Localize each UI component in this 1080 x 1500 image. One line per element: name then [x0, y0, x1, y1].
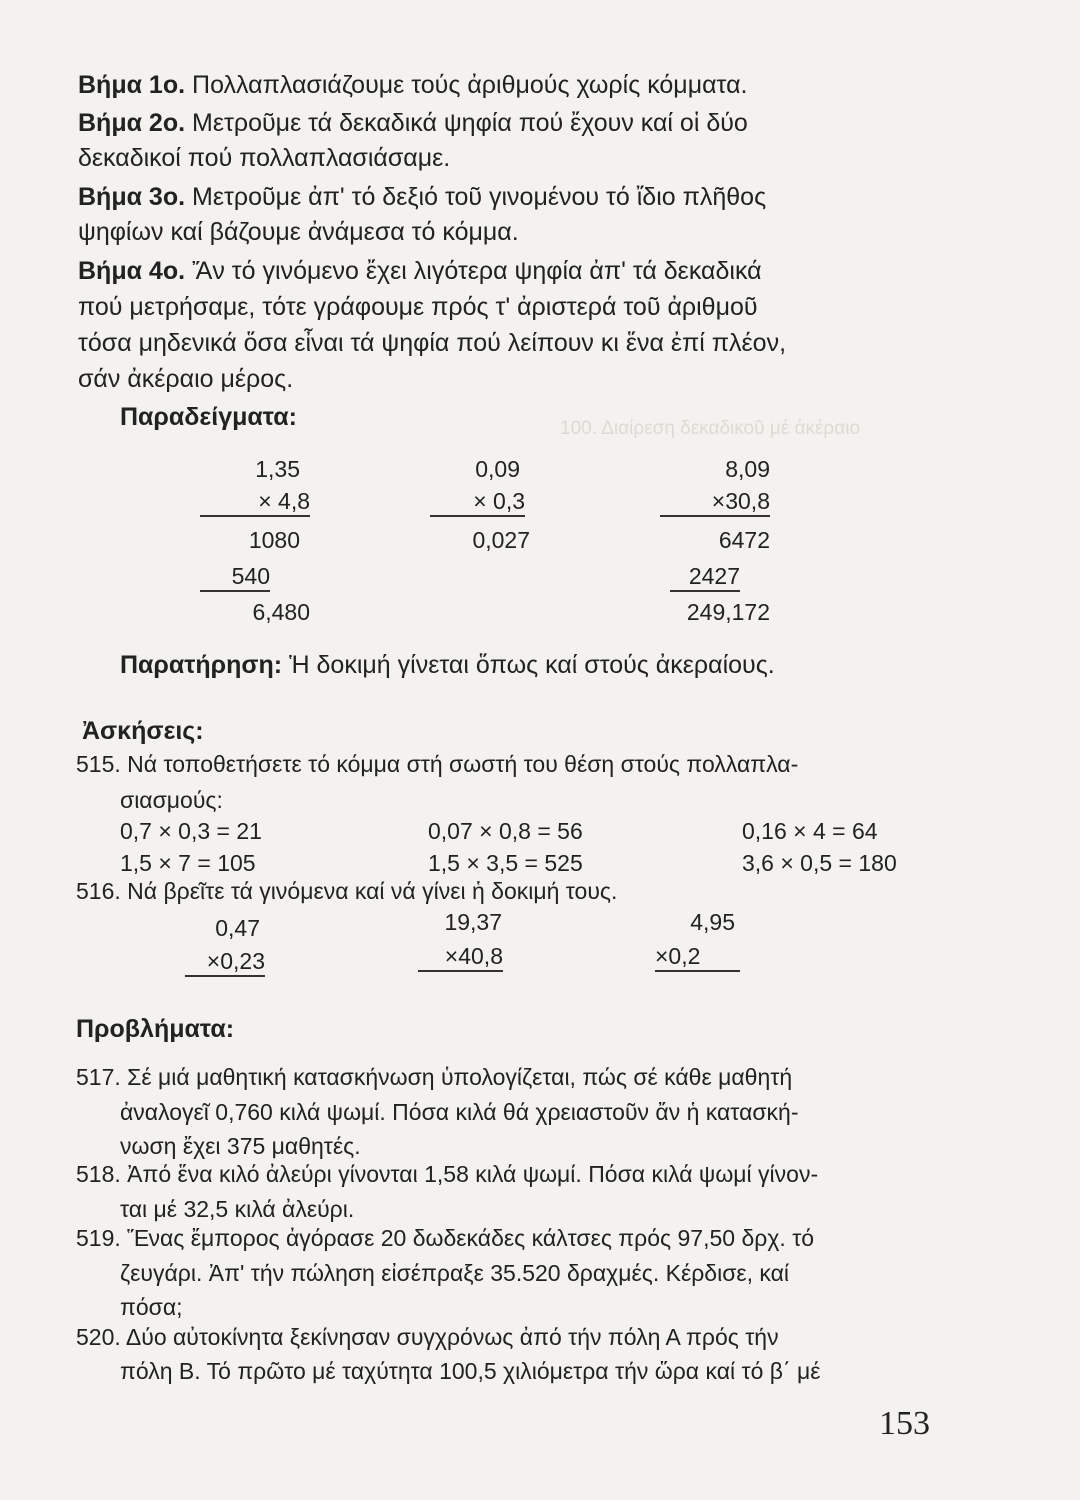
ex3-partial-2: 2427 — [670, 562, 740, 592]
ex515-item: 3,6 × 0,5 = 180 — [742, 850, 897, 876]
ex516-item-1-bottom: ×0,23 — [185, 947, 265, 977]
ex516-item-1-top: 0,47 — [215, 915, 260, 941]
ex515-item: 1,5 × 7 = 105 — [120, 850, 256, 876]
ex1-partial-1: 1080 — [248, 527, 300, 553]
step-2-line-2: δεκαδικοί πού πολλαπλασιάσαμε. — [78, 144, 451, 172]
step-4-line-2: πού μετρήσαμε, τότε γράφουμε πρός τ' ἀριστερά τοῦ ἀριθμοῦ — [78, 293, 758, 321]
ex1-partial-2: 540 — [200, 562, 270, 592]
problem-519-line-3: πόσα; — [120, 1294, 183, 1320]
ex1-result: 6,480 — [252, 599, 310, 625]
ex1-multiplicand: 1,35 — [255, 456, 300, 482]
problem-517-line-2: ἀναλογεῖ 0,760 κιλά ψωμί. Πόσα κιλά θά χρειαστοῦν ἄν ἡ κατασκή- — [120, 1099, 799, 1125]
ex516-item-2-top: 19,37 — [444, 909, 502, 935]
step-3-line-2: ψηφίων καί βάζουμε ἀνάμεσα τό κόμμα. — [78, 218, 519, 246]
problem-517: 517. Σέ μιά μαθητική κατασκήνωση ὑπολογίζεται, πώς σέ κάθε μαθητή — [76, 1064, 793, 1090]
problem-518: 518. Ἀπό ἕνα κιλό ἀλεύρι γίνονται 1,58 κιλά ψωμί. Πόσα κιλά ψωμί γίνον- — [76, 1161, 819, 1187]
ex516-item-3-top: 4,95 — [690, 909, 735, 935]
ex516-item-3-bottom: ×0,2 — [655, 942, 740, 972]
ex515-item: 1,5 × 3,5 = 525 — [428, 850, 583, 876]
examples-heading: Παραδείγματα: — [120, 403, 297, 431]
exercise-516: 516. Νά βρεῖτε τά γινόμενα καί νά γίνει ἡ δοκιμή τους. — [76, 878, 618, 904]
problem-519: 519. Ἕνας ἔμπορος ἀγόρασε 20 δωδεκάδες κάλτσες πρός 97,50 δρχ. τό — [76, 1225, 815, 1251]
ex1-multiplier: × 4,8 — [200, 487, 310, 517]
ex515-item: 0,16 × 4 = 64 — [742, 818, 878, 844]
step-1: Βήμα 1ο. Πολλαπλασιάζουμε τούς ἀριθμούς χωρίς κόμματα. — [78, 71, 748, 99]
problems-heading: Προβλήματα: — [76, 1015, 235, 1043]
ex2-result: 0,027 — [472, 527, 530, 553]
ex3-multiplicand: 8,09 — [725, 456, 770, 482]
step-4-line-3: τόσα μηδενικά ὅσα εἶναι τά ψηφία πού λείπουν κι ἕνα ἐπί πλέον, — [78, 329, 787, 357]
ex515-item: 0,7 × 0,3 = 21 — [120, 818, 262, 844]
exercises-heading: Ἀσκήσεις: — [82, 717, 204, 745]
ex516-item-2-bottom: ×40,8 — [418, 942, 503, 972]
ex2-multiplier: × 0,3 — [430, 487, 525, 517]
ex3-partial-1: 6472 — [718, 527, 770, 553]
exercise-515-line-2: σιασμούς: — [120, 787, 223, 813]
bleed-through-text: 100. Διαίρεση δεκαδικοῦ μέ ἀκέραιο — [560, 418, 861, 439]
problem-517-line-3: νωση ἔχει 375 μαθητές. — [120, 1133, 361, 1159]
exercise-515: 515. Νά τοποθετήσετε τό κόμμα στή σωστή του θέση στούς πολλαπλα- — [76, 751, 799, 777]
ex2-multiplicand: 0,09 — [475, 456, 520, 482]
problem-520-line-2: πόλη Β. Τό πρῶτο μέ ταχύτητα 100,5 χιλιόμετρα τήν ὥρα καί τό β΄ μέ — [120, 1358, 821, 1384]
step-2: Βήμα 2ο. Μετροῦμε τά δεκαδικά ψηφία πού ἔχουν καί οἱ δύο — [78, 109, 748, 137]
step-4: Βήμα 4ο. Ἄν τό γινόμενο ἔχει λιγότερα ψηφία ἀπ' τά δεκαδικά — [78, 257, 762, 285]
ex515-item: 0,07 × 0,8 = 56 — [428, 818, 583, 844]
problem-519-line-2: ζευγάρι. Ἀπ' τήν πώληση εἰσέπραξε 35.520 δραχμές. Κέρδισε, καί — [120, 1260, 790, 1286]
ex3-result: 249,172 — [686, 599, 770, 625]
problem-518-line-2: ται μέ 32,5 κιλά ἀλεύρι. — [120, 1196, 355, 1222]
step-3: Βήμα 3ο. Μετροῦμε ἀπ' τό δεξιό τοῦ γινομένου τό ἴδιο πλῆθος — [78, 183, 767, 211]
observation: Παρατήρηση: Ἡ δοκιμή γίνεται ὅπως καί στούς ἀκεραίους. — [120, 651, 775, 679]
ex3-multiplier: ×30,8 — [660, 487, 770, 517]
page-number: 153 — [879, 1405, 930, 1442]
step-4-line-4: σάν ἀκέραιο μέρος. — [78, 365, 294, 393]
problem-520: 520. Δύο αὐτοκίνητα ξεκίνησαν συγχρόνως ἀπό τήν πόλη Α πρός τήν — [76, 1324, 779, 1350]
